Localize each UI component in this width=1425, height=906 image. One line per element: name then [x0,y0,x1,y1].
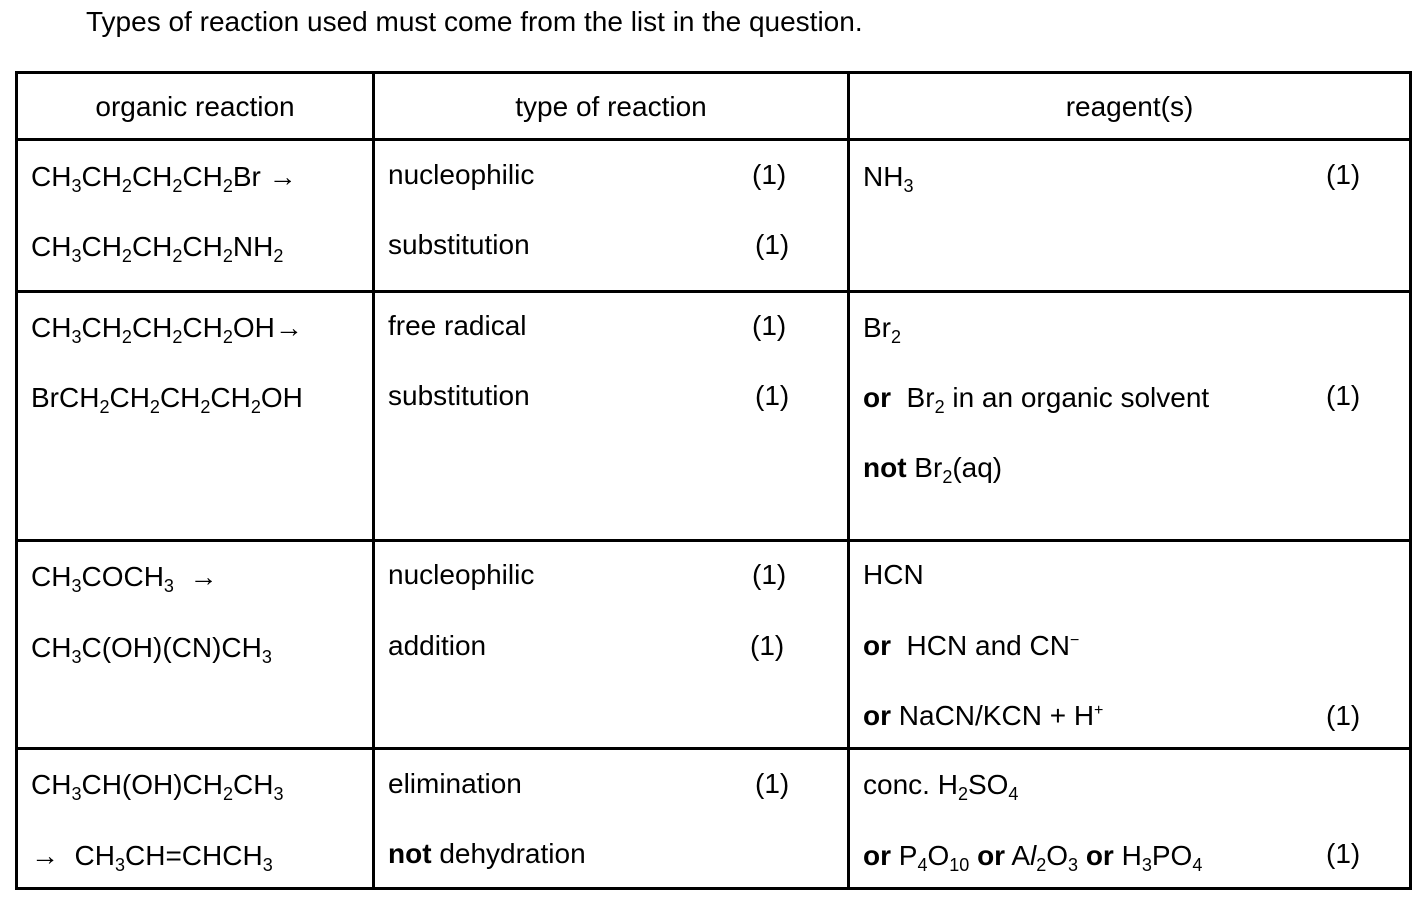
reaction-type-label: substitution [388,229,530,260]
reaction-type-label: nucleophilic [388,559,535,590]
reagent-line: or NaCN/KCN + H+ [863,700,1104,731]
header-organic-reaction: organic reaction [95,91,295,122]
reagent-line: conc. $H_2SO_4$ [863,769,1019,804]
reagent-line: $Br_2$ [863,312,902,347]
reaction-line: $CH_3COCH_3$ → [31,561,218,596]
table-border-right [1409,71,1412,890]
reaction-line: $CH_3CH_2CH_2CH_2Br$ → [31,161,297,196]
table-border-top [15,71,1412,74]
table-border-left [15,71,18,890]
reaction-line: $CH_3CH_2CH_2CH_2OH\to$ [31,312,303,347]
mark: (1) [755,229,790,260]
reaction-line: $CH_3CH(OH)CH_2CH_3$ [31,769,284,804]
reagent-line: HCN [863,559,924,590]
reaction-type-label [388,837,586,871]
mark: (1) [755,768,790,799]
reaction-type-label-rest: dehydration [439,838,586,869]
reagent-line: or $Br_2$ in an organic solvent [863,382,1210,417]
reagent-line: not $Br_2(aq)$ [863,452,1003,487]
reagent-line: or HCN and CN− [863,630,1080,661]
mark: (1) [750,630,785,661]
reaction-line: $BrCH_2CH_2CH_2CH_2OH$ [31,382,303,417]
not-keyword: not [388,838,432,869]
table-divider [15,290,1412,293]
table-divider [15,539,1412,542]
reaction-type-label: addition [388,630,487,661]
reaction-type-label: elimination [388,768,522,799]
table-divider [15,138,1412,141]
column-divider [847,71,850,890]
mark: (1) [752,559,787,590]
reaction-line: $CH_3CH_2CH_2CH_2NH_2$ [31,231,284,266]
mark: (1) [1326,700,1361,731]
header-reagents: reagent(s) [1065,91,1194,122]
mark: (1) [752,310,787,341]
reaction-line: → $CH_3CH=CHCH_3$ [31,840,273,875]
reaction-type-label: free radical [388,310,527,341]
mark: (1) [1326,380,1361,411]
mark: (1) [755,380,790,411]
mark: (1) [1326,838,1361,869]
header-type-of-reaction: type of reaction [515,91,707,122]
reaction-type-label: substitution [388,380,530,411]
mark: (1) [1326,159,1361,190]
table-divider [15,747,1412,750]
table-border-bottom [15,887,1412,890]
mark: (1) [752,159,787,190]
instruction-text: Types of reaction used must come from the list in the question. [86,6,863,37]
reaction-type-label: nucleophilic [388,159,535,190]
reagent-line: or $P_4O_{10}$ or $Al_2O_3$ or $H_3PO_4$ [863,840,1203,875]
column-divider [372,71,375,890]
reagent-line: $NH_3$ [863,161,914,196]
reaction-line: $CH_3C(OH)(CN)CH_3$ [31,632,272,667]
